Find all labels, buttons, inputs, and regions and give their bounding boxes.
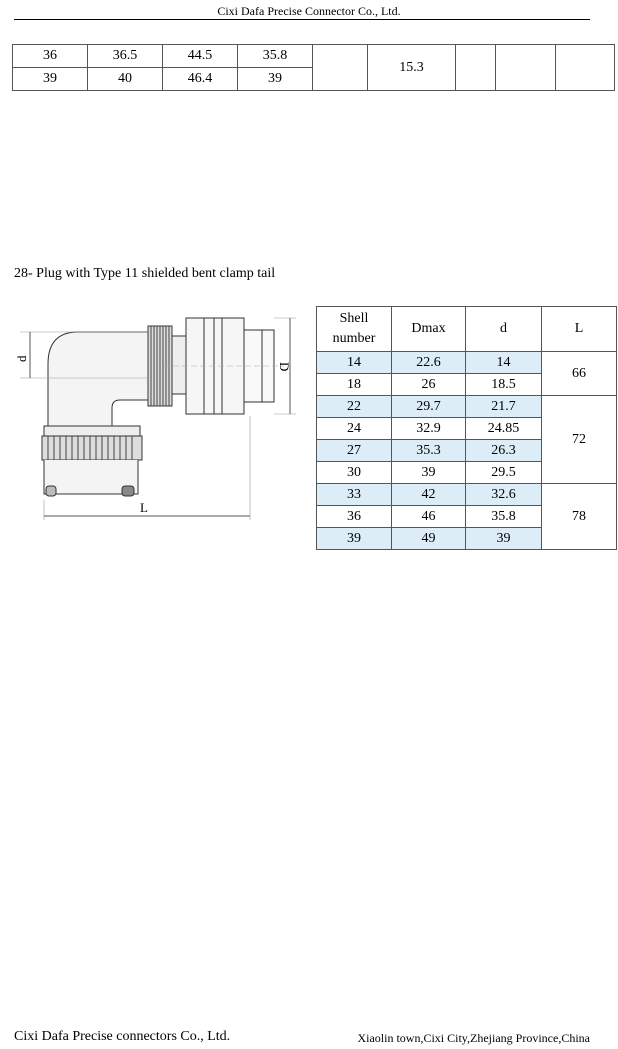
table-cell: 26.3 — [466, 440, 542, 462]
table-cell: 18 — [317, 374, 392, 396]
table-cell: 39 — [317, 528, 392, 550]
table-cell: 49 — [392, 528, 466, 550]
table-cell-merged: 78 — [542, 484, 617, 550]
table-cell: 46.4 — [163, 68, 238, 91]
table-cell: 46 — [392, 506, 466, 528]
top-spec-table — [12, 44, 615, 91]
table-cell: 44.5 — [163, 45, 238, 68]
table-cell: 18.5 — [466, 374, 542, 396]
header-divider — [14, 19, 590, 20]
table-row — [317, 396, 617, 418]
table-cell: 32.9 — [392, 418, 466, 440]
table-cell-merged: 72 — [542, 396, 617, 484]
table-cell — [313, 45, 368, 91]
table-cell: 35.3 — [392, 440, 466, 462]
table-cell: 35.8 — [466, 506, 542, 528]
table-cell — [456, 45, 496, 91]
table-cell: 36 — [13, 45, 88, 68]
table-cell — [556, 45, 615, 91]
table-cell: 22.6 — [392, 352, 466, 374]
footer-address: Xiaolin town,Cixi City,Zhejiang Province,China — [357, 1031, 590, 1045]
table-cell: 22 — [317, 396, 392, 418]
table-cell: 42 — [392, 484, 466, 506]
table-cell: 27 — [317, 440, 392, 462]
table-header-row — [317, 307, 617, 352]
dimension-label-L: L — [140, 500, 148, 515]
table-row — [13, 45, 615, 68]
table-cell: 33 — [317, 484, 392, 506]
table-cell: 26 — [392, 374, 466, 396]
column-header: d — [466, 307, 542, 352]
table-cell: 36.5 — [88, 45, 163, 68]
table-cell: 39 — [392, 462, 466, 484]
column-header: Dmax — [392, 307, 466, 352]
column-header: L — [542, 307, 617, 352]
connector-drawing — [14, 308, 304, 528]
dimension-label-D: D — [277, 362, 292, 372]
table-cell-merged: 66 — [542, 352, 617, 396]
table-cell: 14 — [466, 352, 542, 374]
dimension-label-d: d — [14, 355, 29, 362]
table-cell-merged: 15.3 — [368, 45, 456, 91]
table-cell: 39 — [13, 68, 88, 91]
table-cell: 36 — [317, 506, 392, 528]
header-title: Cixi Dafa Precise Connector Co., Ltd. — [217, 4, 401, 18]
table-cell: 35.8 — [238, 45, 313, 68]
table-cell: 39 — [466, 528, 542, 550]
table-row — [317, 484, 617, 506]
table-cell: 24 — [317, 418, 392, 440]
table-cell: 40 — [88, 68, 163, 91]
table-cell: 32.6 — [466, 484, 542, 506]
column-header: Shell number — [317, 307, 392, 352]
footer-company: Cixi Dafa Precise connectors Co., Ltd. — [14, 1029, 231, 1044]
table-cell: 39 — [238, 68, 313, 91]
table-cell: 21.7 — [466, 396, 542, 418]
table-cell: 14 — [317, 352, 392, 374]
table-cell: 29.5 — [466, 462, 542, 484]
shell-spec-table — [316, 306, 617, 550]
table-cell: 29.7 — [392, 396, 466, 418]
table-cell: 30 — [317, 462, 392, 484]
table-row — [317, 352, 617, 374]
table-cell — [496, 45, 556, 91]
table-cell: 24.85 — [466, 418, 542, 440]
section-title: 28- Plug with Type 11 shielded bent clamp tail — [14, 266, 276, 281]
